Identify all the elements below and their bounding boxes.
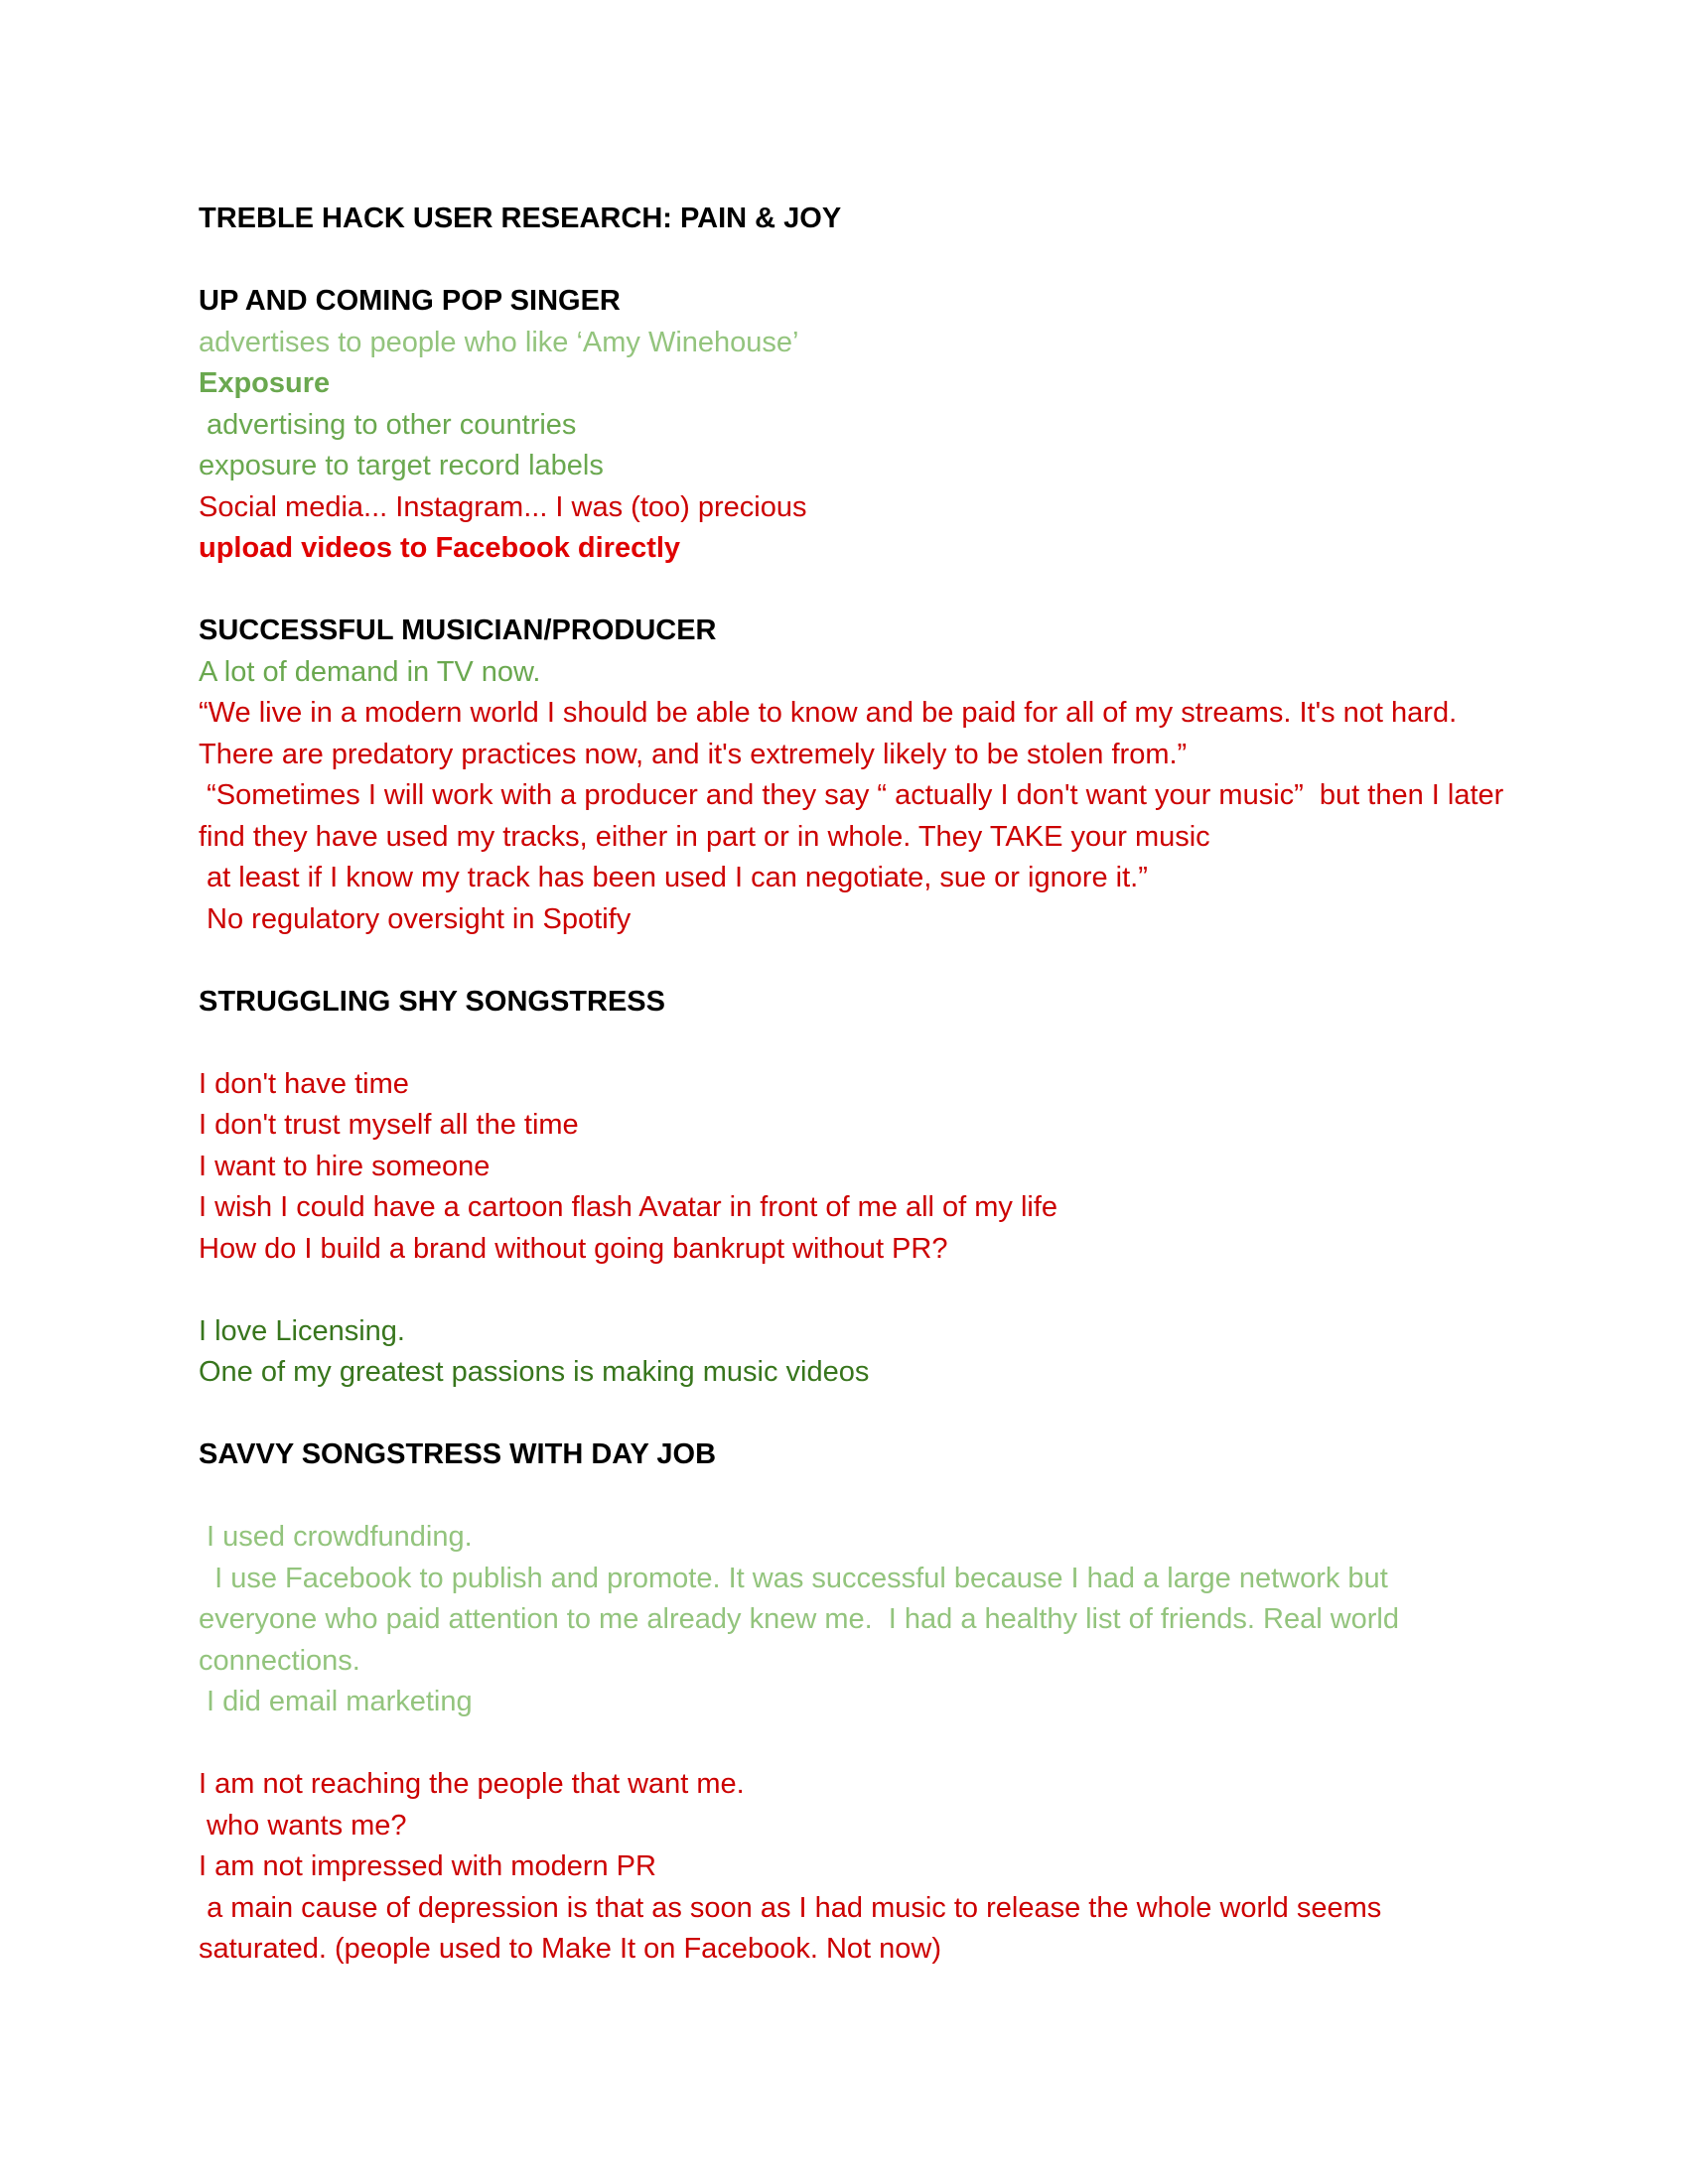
spacer (199, 1476, 1509, 1518)
pain-line: I wish I could have a cartoon flash Avatar in front of me all of my life (199, 1191, 1058, 1223)
joy-line: A lot of demand in TV now. (199, 655, 541, 688)
joy-line: I used crowdfunding. (199, 1521, 473, 1553)
joy-line: One of my greatest passions is making music videos (199, 1356, 870, 1388)
section-heading: STRUGGLING SHY SONGSTRESS (199, 985, 665, 1018)
pain-line: I don't have time (199, 1067, 409, 1100)
pain-line: at least if I know my track has been used I can negotiate, sue or ignore it.” (199, 862, 1148, 893)
spacer (199, 1270, 1509, 1311)
joy-line: advertising to other countries (199, 408, 577, 441)
spacer (199, 1023, 1509, 1064)
joy-line: I love Licensing. (199, 1314, 405, 1347)
pain-quote: “We live in a modern world I should be able to know and be paid for all of my streams. It's not hard. There are predatory practices now, and it's extremely likely to be stolen from.” (199, 697, 1465, 770)
spacer (199, 940, 1509, 982)
joy-line: I did email marketing (199, 1686, 473, 1717)
pain-line: upload videos to Facebook directly (199, 532, 681, 564)
joy-line: exposure to target record labels (199, 450, 604, 481)
joy-line: Exposure (199, 367, 331, 399)
pain-paragraph: a main cause of depression is that as soon as I had music to release the whole world seems saturated. (people used to Make It on Facebook. Not now) (199, 1891, 1390, 1965)
pain-line: I am not impressed with modern PR (199, 1850, 656, 1882)
spacer (199, 1394, 1509, 1435)
section-pop-singer (199, 281, 1509, 570)
section-heading: SAVVY SONGSTRESS WITH DAY JOB (199, 1438, 717, 1470)
pain-quote: “Sometimes I will work with a producer and they say “ actually I don't want your music” but then I later find they have used my tracks, either in part or in whole. They TAKE your music (199, 779, 1512, 853)
section-heading: UP AND COMING POP SINGER (199, 285, 621, 317)
pain-line: I don't trust myself all the time (199, 1109, 579, 1141)
spacer (199, 570, 1509, 612)
spacer (199, 1723, 1509, 1765)
section-heading: SUCCESSFUL MUSICIAN/PRODUCER (199, 614, 717, 646)
pain-line: No regulatory oversight in Spotify (199, 902, 632, 935)
section-musician-producer (199, 611, 1512, 940)
joy-line: advertises to people who like ‘Amy Winehouse’ (199, 326, 799, 358)
document-title: TREBLE HACK USER RESEARCH: PAIN & JOY (199, 203, 842, 234)
pain-line: I want to hire someone (199, 1150, 491, 1182)
section-shy-songstress (199, 982, 1509, 1394)
document-page (199, 199, 1512, 1971)
section-savvy-songstress (199, 1434, 1509, 1971)
pain-line: Social media... Instagram... I was (too) precious (199, 490, 807, 523)
pain-line: How do I build a brand without going bankrupt without PR? (199, 1232, 948, 1265)
joy-paragraph: I use Facebook to publish and promote. It was successful because I had a large network but everyone who paid attention to me already knew me. I had a healthy list of friends. Real world connections. (199, 1562, 1408, 1677)
spacer (199, 240, 1509, 282)
pain-line: who wants me? (199, 1809, 407, 1842)
pain-line: I am not reaching the people that want me. (199, 1768, 745, 1800)
